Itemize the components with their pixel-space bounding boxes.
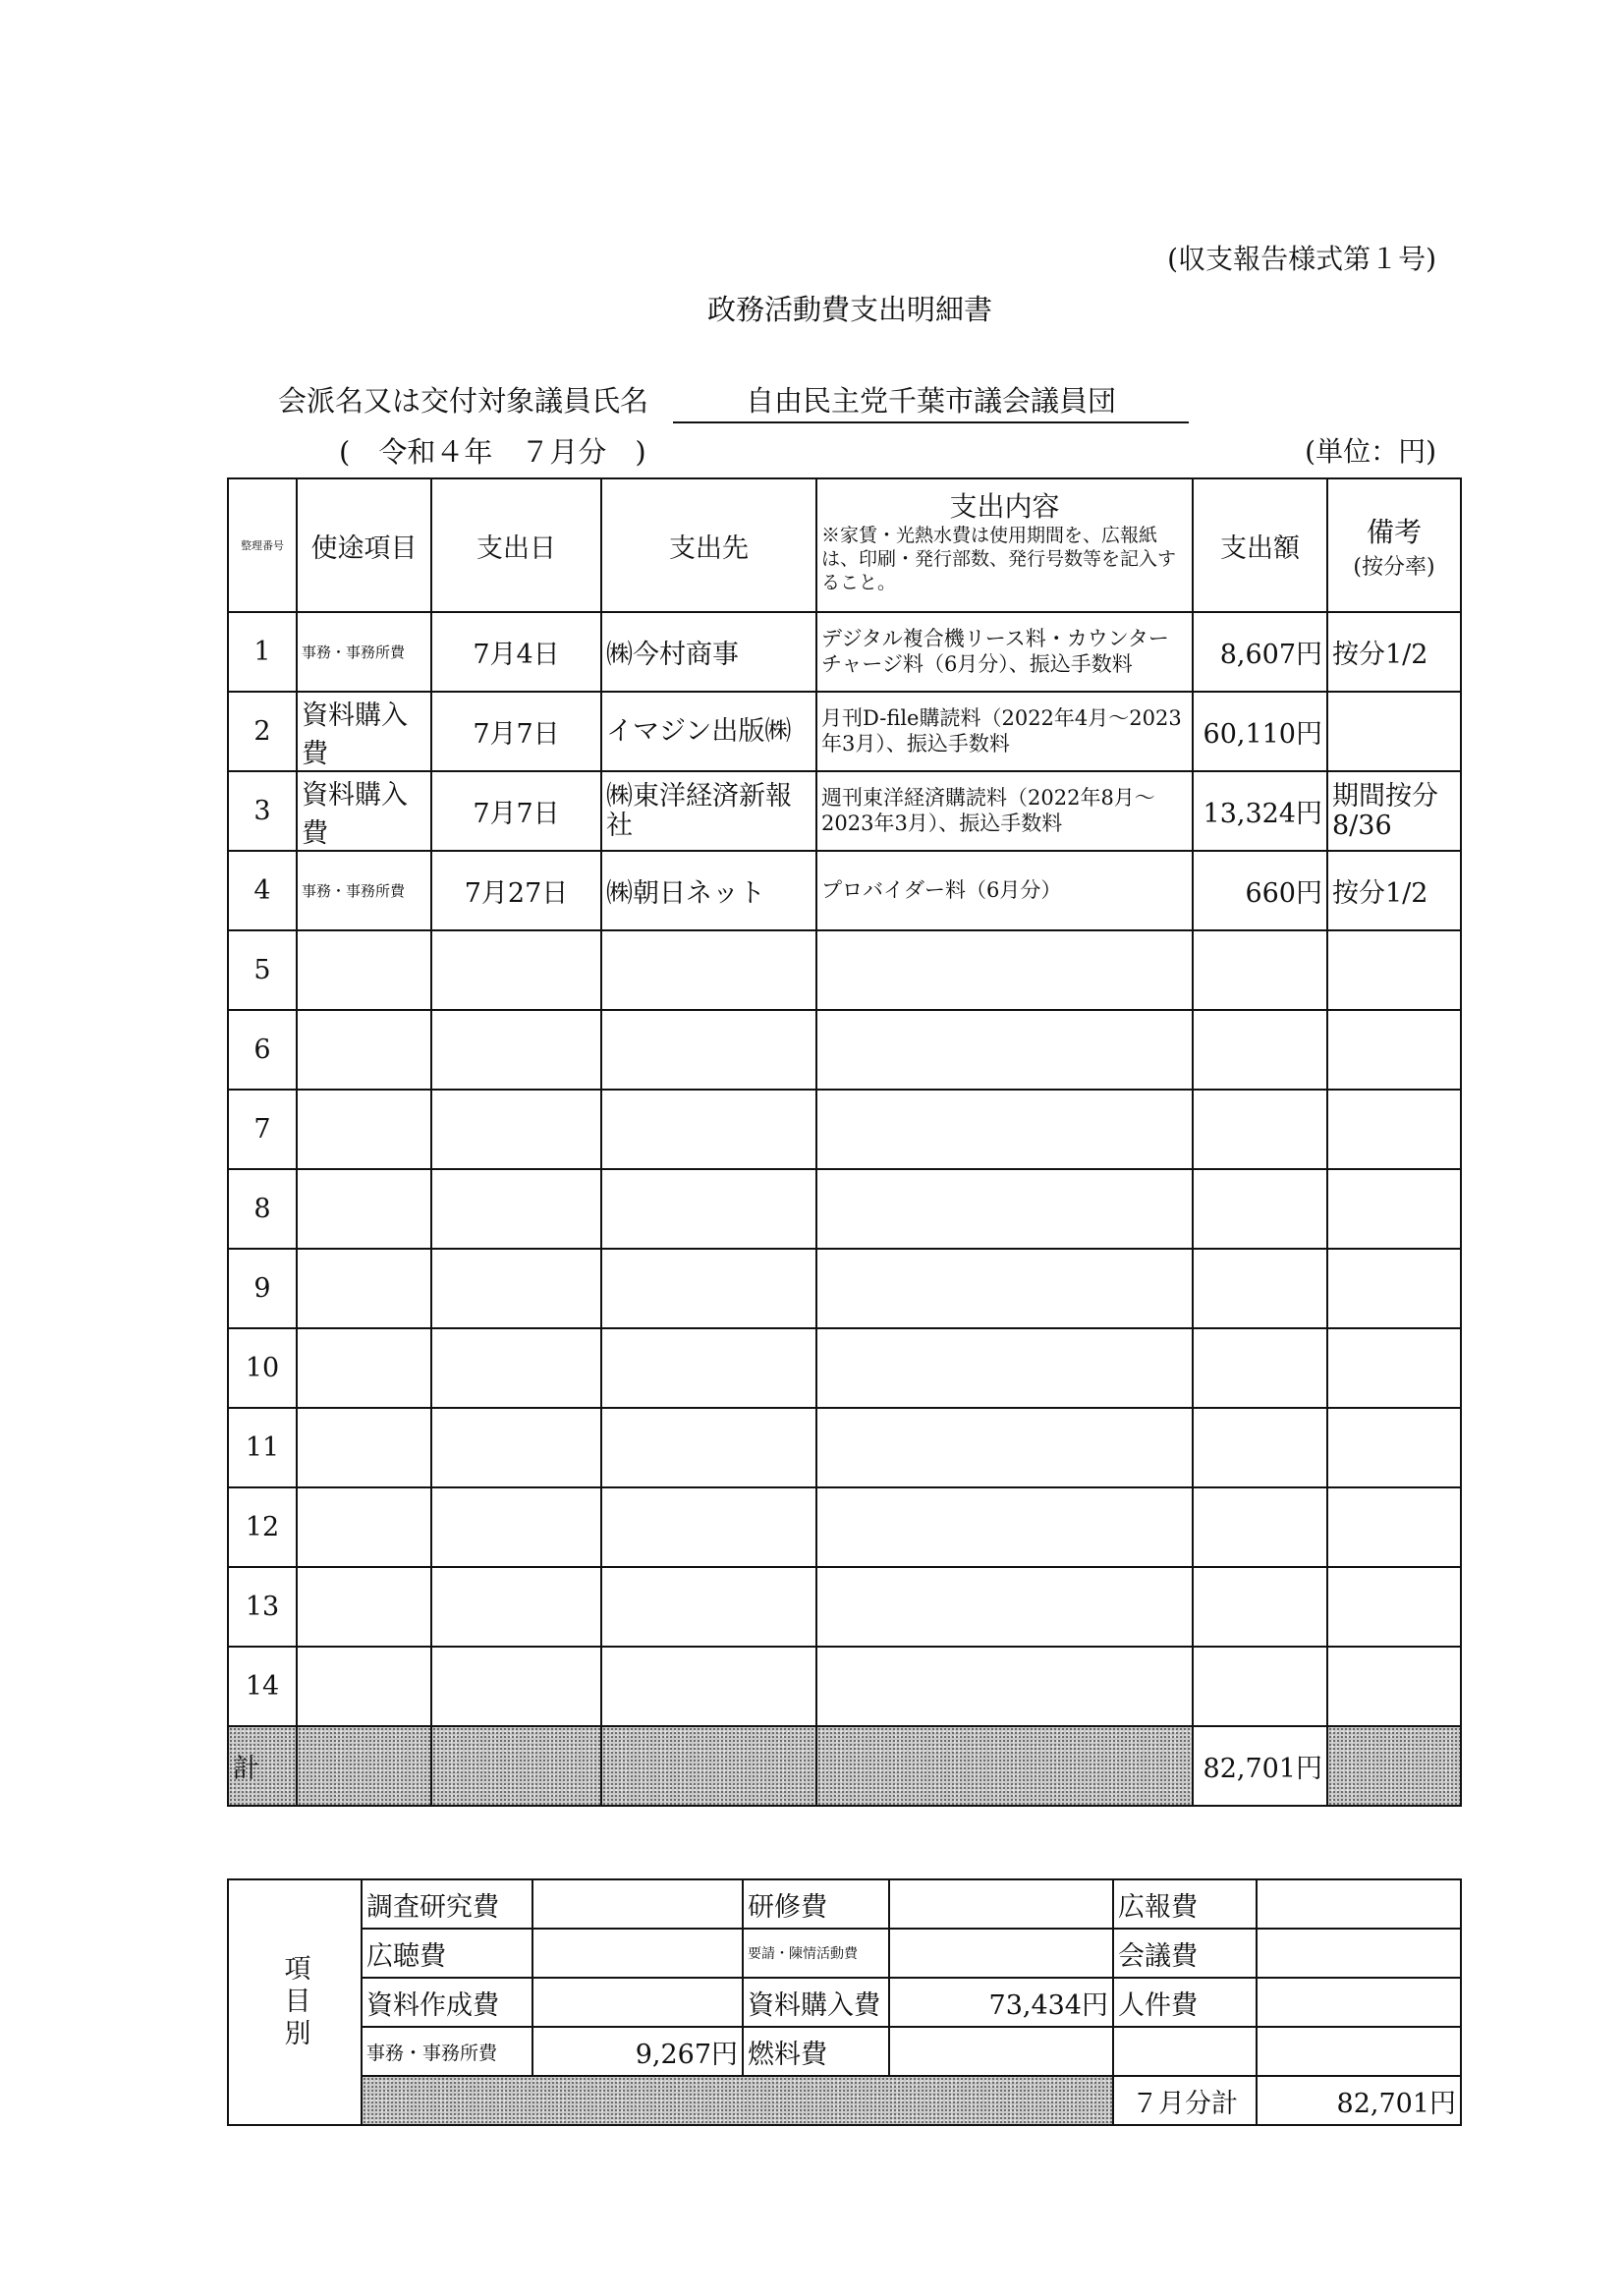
shaded-cell xyxy=(297,1726,431,1806)
row-purpose: 資料購入費 xyxy=(297,771,431,851)
row-remarks xyxy=(1327,930,1461,1010)
label-office: 事務・事務所費 xyxy=(362,2027,532,2076)
category-label xyxy=(228,1879,362,2125)
row-payee xyxy=(601,1010,816,1090)
row-amount: 660円 xyxy=(1193,851,1327,930)
shaded-cell xyxy=(601,1726,816,1806)
row-purpose xyxy=(297,1647,431,1726)
row-payee xyxy=(601,1408,816,1487)
table-row xyxy=(228,692,1461,771)
header-amount: 支出額 xyxy=(1193,478,1327,612)
label-pr: 広報費 xyxy=(1113,1879,1257,1929)
row-date: 7月7日 xyxy=(431,771,601,851)
row-purpose xyxy=(297,1249,431,1328)
table-row xyxy=(228,1408,1461,1487)
value-docs-purchase: 73,434円 xyxy=(889,1978,1113,2027)
row-purpose xyxy=(297,1408,431,1487)
row-purpose xyxy=(297,1090,431,1169)
row-amount: 8,607円 xyxy=(1193,612,1327,692)
row-purpose: 事務・事務所費 xyxy=(297,612,431,692)
row-date xyxy=(431,1169,601,1249)
total-amount: 82,701円 xyxy=(1193,1726,1327,1806)
row-content: 月刊D-file購読料（2022年4月～2023年3月）、振込手数料 xyxy=(816,692,1193,771)
value-hearing xyxy=(532,1929,743,1978)
row-content xyxy=(816,1249,1193,1328)
table-row xyxy=(228,771,1461,851)
row-date xyxy=(431,1647,601,1726)
table-row xyxy=(228,1567,1461,1647)
label-docs-purchase: 資料購入費 xyxy=(743,1978,889,2027)
row-remarks xyxy=(1327,1647,1461,1726)
shaded-cell xyxy=(362,2076,1113,2125)
header-date: 支出日 xyxy=(431,478,601,612)
row-date xyxy=(431,1328,601,1408)
total-label: 計 xyxy=(228,1726,297,1806)
row-purpose xyxy=(297,1487,431,1567)
table-row xyxy=(228,612,1461,692)
document-title: 政務活動費支出明細書 xyxy=(706,293,992,326)
row-remarks xyxy=(1327,1010,1461,1090)
shaded-cell xyxy=(1327,1726,1461,1806)
row-number: 14 xyxy=(228,1647,297,1726)
row-number: 5 xyxy=(228,930,297,1010)
row-content xyxy=(816,1647,1193,1726)
total-row xyxy=(228,1726,1461,1806)
value-petition xyxy=(889,1929,1113,1978)
row-payee xyxy=(601,1090,816,1169)
label-fuel: 燃料費 xyxy=(743,2027,889,2076)
row-content xyxy=(816,930,1193,1010)
row-amount xyxy=(1193,1487,1327,1567)
table-row xyxy=(228,1249,1461,1328)
expense-table xyxy=(227,477,1462,1807)
row-date xyxy=(431,1408,601,1487)
row-amount xyxy=(1193,1090,1327,1169)
row-amount xyxy=(1193,1169,1327,1249)
value-training xyxy=(889,1879,1113,1929)
table-row xyxy=(228,1010,1461,1090)
row-content xyxy=(816,1487,1193,1567)
row-number: 7 xyxy=(228,1090,297,1169)
row-number: 3 xyxy=(228,771,297,851)
category-table xyxy=(227,1878,1462,2126)
row-date xyxy=(431,930,601,1010)
row-amount xyxy=(1193,1249,1327,1328)
row-content xyxy=(816,1328,1193,1408)
row-purpose xyxy=(297,1567,431,1647)
empty-value xyxy=(1257,2027,1461,2076)
row-content xyxy=(816,1169,1193,1249)
row-date xyxy=(431,1567,601,1647)
table-row xyxy=(228,851,1461,930)
row-content: デジタル複合機リース料・カウンターチャージ料（6月分）、振込手数料 xyxy=(816,612,1193,692)
row-amount xyxy=(1193,1647,1327,1726)
value-fuel xyxy=(889,2027,1113,2076)
label-docs-creation: 資料作成費 xyxy=(362,1978,532,2027)
row-purpose xyxy=(297,1010,431,1090)
label-petition: 要請・陳情活動費 xyxy=(743,1929,889,1978)
row-remarks: 按分1/2 xyxy=(1327,851,1461,930)
row-remarks: 按分1/2 xyxy=(1327,612,1461,692)
label-personnel: 人件費 xyxy=(1113,1978,1257,2027)
value-meeting xyxy=(1257,1929,1461,1978)
row-content xyxy=(816,1090,1193,1169)
header-content xyxy=(816,478,1193,612)
header-purpose: 使途項目 xyxy=(297,478,431,612)
row-payee xyxy=(601,1249,816,1328)
value-docs-creation xyxy=(532,1978,743,2027)
value-office: 9,267円 xyxy=(532,2027,743,2076)
row-date xyxy=(431,1090,601,1169)
row-remarks xyxy=(1327,1567,1461,1647)
row-payee xyxy=(601,1647,816,1726)
row-content xyxy=(816,1567,1193,1647)
header-content-note: ※家賃・光熱水費は使用期間を、広報紙は、印刷・発行部数、発行号数等を記入すること。 xyxy=(821,525,1177,593)
row-remarks xyxy=(1327,1328,1461,1408)
row-payee: ㈱朝日ネット xyxy=(601,851,816,930)
row-payee: ㈱今村商事 xyxy=(601,612,816,692)
category-label-text: 項目別 xyxy=(279,1953,310,2051)
row-payee xyxy=(601,930,816,1010)
row-purpose: 事務・事務所費 xyxy=(297,851,431,930)
month-total-amount: 82,701円 xyxy=(1257,2076,1461,2125)
row-number: 11 xyxy=(228,1408,297,1487)
row-number: 2 xyxy=(228,692,297,771)
table-row xyxy=(228,1647,1461,1726)
row-date: 7月4日 xyxy=(431,612,601,692)
row-purpose xyxy=(297,1328,431,1408)
row-date xyxy=(431,1010,601,1090)
row-remarks xyxy=(1327,1487,1461,1567)
header-content-title: 支出内容 xyxy=(949,490,1060,523)
header-no: 整理番号 xyxy=(228,478,297,612)
row-number: 9 xyxy=(228,1249,297,1328)
row-amount xyxy=(1193,1010,1327,1090)
month-total-label: ７月分計 xyxy=(1113,2076,1257,2125)
row-content: 週刊東洋経済購読料（2022年8月～2023年3月）、振込手数料 xyxy=(816,771,1193,851)
row-remarks xyxy=(1327,692,1461,771)
period: ( 令和４年 ７月分 ) xyxy=(339,435,646,469)
table-header xyxy=(228,478,1461,612)
row-number: 6 xyxy=(228,1010,297,1090)
shaded-cell xyxy=(431,1726,601,1806)
row-payee xyxy=(601,1328,816,1408)
table-row xyxy=(228,1487,1461,1567)
value-pr xyxy=(1257,1879,1461,1929)
row-purpose xyxy=(297,930,431,1010)
row-amount: 13,324円 xyxy=(1193,771,1327,851)
row-remarks xyxy=(1327,1408,1461,1487)
row-content xyxy=(816,1408,1193,1487)
label-meeting: 会議費 xyxy=(1113,1929,1257,1978)
label-research: 調査研究費 xyxy=(362,1879,532,1929)
form-number: (収支報告様式第１号) xyxy=(1167,243,1436,275)
row-remarks xyxy=(1327,1169,1461,1249)
row-payee: ㈱東洋経済新報社 xyxy=(601,771,816,851)
row-amount xyxy=(1193,1567,1327,1647)
value-research xyxy=(532,1879,743,1929)
row-remarks: 期間按分8/36 xyxy=(1327,771,1461,851)
row-amount xyxy=(1193,1328,1327,1408)
party-name: 自由民主党千葉市議会議員団 xyxy=(673,379,1189,423)
row-number: 13 xyxy=(228,1567,297,1647)
label-hearing: 広聴費 xyxy=(362,1929,532,1978)
row-number: 1 xyxy=(228,612,297,692)
row-payee xyxy=(601,1487,816,1567)
row-number: 12 xyxy=(228,1487,297,1567)
shaded-cell xyxy=(816,1726,1193,1806)
table-row xyxy=(228,1090,1461,1169)
row-payee: イマジン出版㈱ xyxy=(601,692,816,771)
row-date xyxy=(431,1487,601,1567)
row-content xyxy=(816,1010,1193,1090)
unit-label: (単位：円) xyxy=(1305,435,1436,468)
row-remarks xyxy=(1327,1090,1461,1169)
row-purpose xyxy=(297,1169,431,1249)
label-training: 研修費 xyxy=(743,1879,889,1929)
row-content: プロバイダー料（6月分） xyxy=(816,851,1193,930)
row-remarks xyxy=(1327,1249,1461,1328)
row-amount xyxy=(1193,930,1327,1010)
row-date xyxy=(431,1249,601,1328)
header-remarks-sub: (按分率) xyxy=(1353,554,1435,580)
value-personnel xyxy=(1257,1978,1461,2027)
row-date: 7月7日 xyxy=(431,692,601,771)
row-amount xyxy=(1193,1408,1327,1487)
row-number: 10 xyxy=(228,1328,297,1408)
row-payee xyxy=(601,1169,816,1249)
party-label: 会派名又は交付対象議員氏名 xyxy=(278,384,649,418)
table-row xyxy=(228,1328,1461,1408)
row-payee xyxy=(601,1567,816,1647)
row-purpose: 資料購入費 xyxy=(297,692,431,771)
row-number: 8 xyxy=(228,1169,297,1249)
empty-label xyxy=(1113,2027,1257,2076)
row-number: 4 xyxy=(228,851,297,930)
table-row xyxy=(228,930,1461,1010)
table-row xyxy=(228,1169,1461,1249)
row-date: 7月27日 xyxy=(431,851,601,930)
row-amount: 60,110円 xyxy=(1193,692,1327,771)
header-remarks xyxy=(1327,478,1461,612)
header-remarks-title: 備考 xyxy=(1366,515,1422,548)
header-payee: 支出先 xyxy=(601,478,816,612)
